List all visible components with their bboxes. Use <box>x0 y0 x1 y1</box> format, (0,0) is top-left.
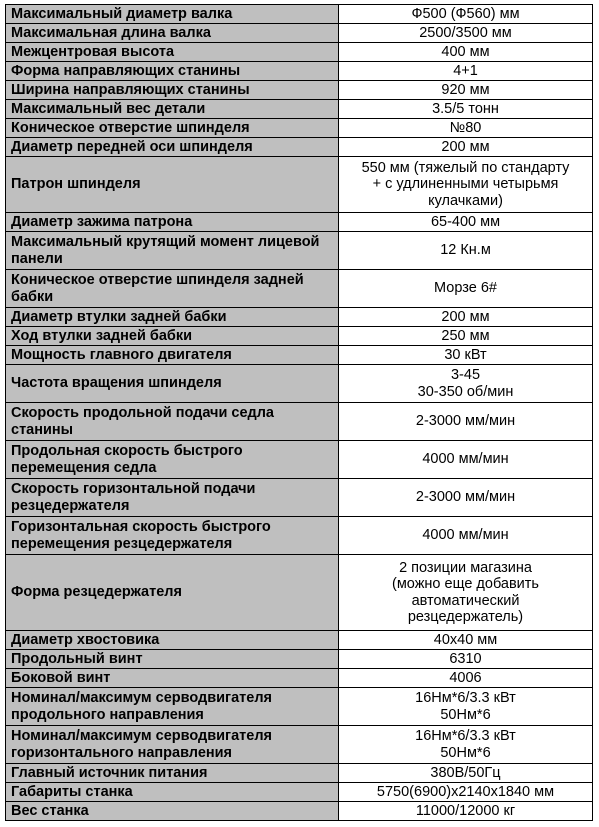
spec-value <box>339 726 593 764</box>
spec-value <box>339 802 593 821</box>
spec-value <box>339 157 593 213</box>
spec-row <box>6 441 593 479</box>
spec-value <box>339 688 593 726</box>
spec-name: Главный источник питания <box>6 764 339 783</box>
spec-row <box>6 479 593 517</box>
spec-value <box>339 62 593 81</box>
spec-value <box>339 517 593 555</box>
spec-value-line: резцедержатель) <box>407 609 524 625</box>
spec-value-line: 4000 мм/мин <box>422 451 509 468</box>
spec-value-line: 30 кВт <box>444 346 487 363</box>
spec-row <box>6 783 593 802</box>
spec-name: Ширина направляющих станины <box>6 81 339 100</box>
spec-value-line: 2-3000 мм/мин <box>415 489 516 506</box>
spec-row <box>6 24 593 43</box>
spec-name: Межцентровая высота <box>6 43 339 62</box>
spec-value <box>339 24 593 43</box>
spec-value <box>339 81 593 100</box>
spec-name: Вес станка <box>6 802 339 821</box>
spec-name: Максимальный вес детали <box>6 100 339 119</box>
spec-row <box>6 100 593 119</box>
spec-value <box>339 119 593 138</box>
spec-value-line: 30-350 об/мин <box>417 383 514 400</box>
spec-name: Габариты станка <box>6 783 339 802</box>
spec-name: Коническое отверстие шпинделя задней бабки <box>6 270 339 308</box>
spec-name: Продольная скорость быстрого перемещения седла <box>6 441 339 479</box>
spec-value <box>339 346 593 365</box>
spec-value <box>339 213 593 232</box>
spec-name: Боковой винт <box>6 669 339 688</box>
spec-row <box>6 631 593 650</box>
spec-value <box>339 783 593 802</box>
spec-value-line: 2 позиции магазина <box>399 559 532 576</box>
spec-value-line: 250 мм <box>441 327 490 344</box>
spec-value-line: 2500/3500 мм <box>419 24 512 41</box>
spec-row <box>6 688 593 726</box>
spec-value-line: 2-3000 мм/мин <box>415 413 516 430</box>
spec-row <box>6 138 593 157</box>
spec-row <box>6 726 593 764</box>
spec-value-line: 65-400 мм <box>430 213 501 230</box>
spec-value-line: 380В/50Гц <box>430 764 501 781</box>
spec-row <box>6 213 593 232</box>
spec-value <box>339 669 593 688</box>
spec-value-line: 50Нм*6 <box>440 744 491 761</box>
spec-row <box>6 308 593 327</box>
spec-row <box>6 62 593 81</box>
spec-name: Скорость продольной подачи седла станины <box>6 403 339 441</box>
spec-row <box>6 81 593 100</box>
spec-name: Диаметр передней оси шпинделя <box>6 138 339 157</box>
spec-value-line: Ф500 (Ф560) мм <box>411 5 520 22</box>
spec-value-line: 50Нм*6 <box>440 706 491 723</box>
spec-row <box>6 157 593 213</box>
spec-row <box>6 270 593 308</box>
spec-row <box>6 517 593 555</box>
spec-value <box>339 764 593 783</box>
spec-value-line: 200 мм <box>441 138 490 155</box>
spec-value-line: №80 <box>449 119 482 136</box>
spec-value <box>339 479 593 517</box>
spec-value-line: 550 мм (тяжелый по стандарту <box>361 159 570 176</box>
spec-value-line: 11000/12000 кг <box>415 802 516 819</box>
spec-row <box>6 119 593 138</box>
spec-value-line: автоматический <box>411 592 520 609</box>
spec-value-line: 920 мм <box>441 81 490 98</box>
spec-value <box>339 232 593 270</box>
spec-name: Частота вращения шпинделя <box>6 365 339 403</box>
spec-name: Диаметр втулки задней бабки <box>6 308 339 327</box>
spec-name: Патрон шпинделя <box>6 157 339 213</box>
specifications-table-body <box>6 5 593 821</box>
spec-value <box>339 631 593 650</box>
spec-row <box>6 555 593 631</box>
spec-value <box>339 441 593 479</box>
spec-value <box>339 43 593 62</box>
spec-value-line: 6310 <box>449 650 482 667</box>
spec-value-line: 400 мм <box>441 43 490 60</box>
spec-name: Форма направляющих станины <box>6 62 339 81</box>
spec-row <box>6 5 593 24</box>
spec-value <box>339 650 593 669</box>
spec-value <box>339 403 593 441</box>
spec-value <box>339 138 593 157</box>
spec-row <box>6 43 593 62</box>
spec-value <box>339 327 593 346</box>
spec-name: Форма резцедержателя <box>6 555 339 631</box>
spec-row <box>6 365 593 403</box>
spec-value <box>339 5 593 24</box>
spec-row <box>6 669 593 688</box>
spec-value-line: кулачками) <box>428 192 503 209</box>
spec-name: Максимальный диаметр валка <box>6 5 339 24</box>
spec-value <box>339 270 593 308</box>
spec-name: Максимальная длина валка <box>6 24 339 43</box>
spec-row <box>6 403 593 441</box>
spec-value-line: 3-45 <box>450 367 481 383</box>
spec-row <box>6 764 593 783</box>
spec-value-line: 4000 мм/мин <box>422 527 509 544</box>
spec-value-line: Морзе 6# <box>434 280 497 297</box>
spec-name: Горизонтальная скорость быстрого перемещения резцедержателя <box>6 517 339 555</box>
spec-row <box>6 232 593 270</box>
spec-value-line: 4006 <box>449 669 482 686</box>
spec-value <box>339 365 593 403</box>
spec-name: Ход втулки задней бабки <box>6 327 339 346</box>
spec-name: Скорость горизонтальной подачи резцедержателя <box>6 479 339 517</box>
spec-value <box>339 100 593 119</box>
spec-row <box>6 346 593 365</box>
spec-name: Мощность главного двигателя <box>6 346 339 365</box>
spec-value-line: 3.5/5 тонн <box>432 100 499 117</box>
spec-row <box>6 650 593 669</box>
spec-value-line: 5750(6900)x2140x1840 мм <box>376 783 555 800</box>
specifications-table <box>5 4 593 821</box>
spec-value-line: 16Нм*6/3.3 кВт <box>415 728 516 744</box>
spec-value-line: 200 мм <box>441 308 490 325</box>
spec-value <box>339 555 593 631</box>
spec-value-line: 16Нм*6/3.3 кВт <box>415 690 516 706</box>
spec-name: Диаметр хвостовика <box>6 631 339 650</box>
spec-row <box>6 802 593 821</box>
spec-value <box>339 308 593 327</box>
spec-name: Номинал/максимум серводвигателя горизонтального направления <box>6 726 339 764</box>
spec-value-line: (можно еще добавить <box>392 576 539 592</box>
spec-value-line: 40x40 мм <box>433 631 498 648</box>
spec-name: Коническое отверстие шпинделя <box>6 119 339 138</box>
spec-name: Диаметр зажима патрона <box>6 213 339 232</box>
spec-value-line: + с удлиненными четырьмя <box>372 176 559 193</box>
spec-name: Номинал/максимум серводвигателя продольного направления <box>6 688 339 726</box>
spec-name: Продольный винт <box>6 650 339 669</box>
spec-value-line: 12 Кн.м <box>440 242 491 259</box>
spec-name: Максимальный крутящий момент лицевой панели <box>6 232 339 270</box>
spec-row <box>6 327 593 346</box>
spec-value-line: 4+1 <box>453 62 478 79</box>
